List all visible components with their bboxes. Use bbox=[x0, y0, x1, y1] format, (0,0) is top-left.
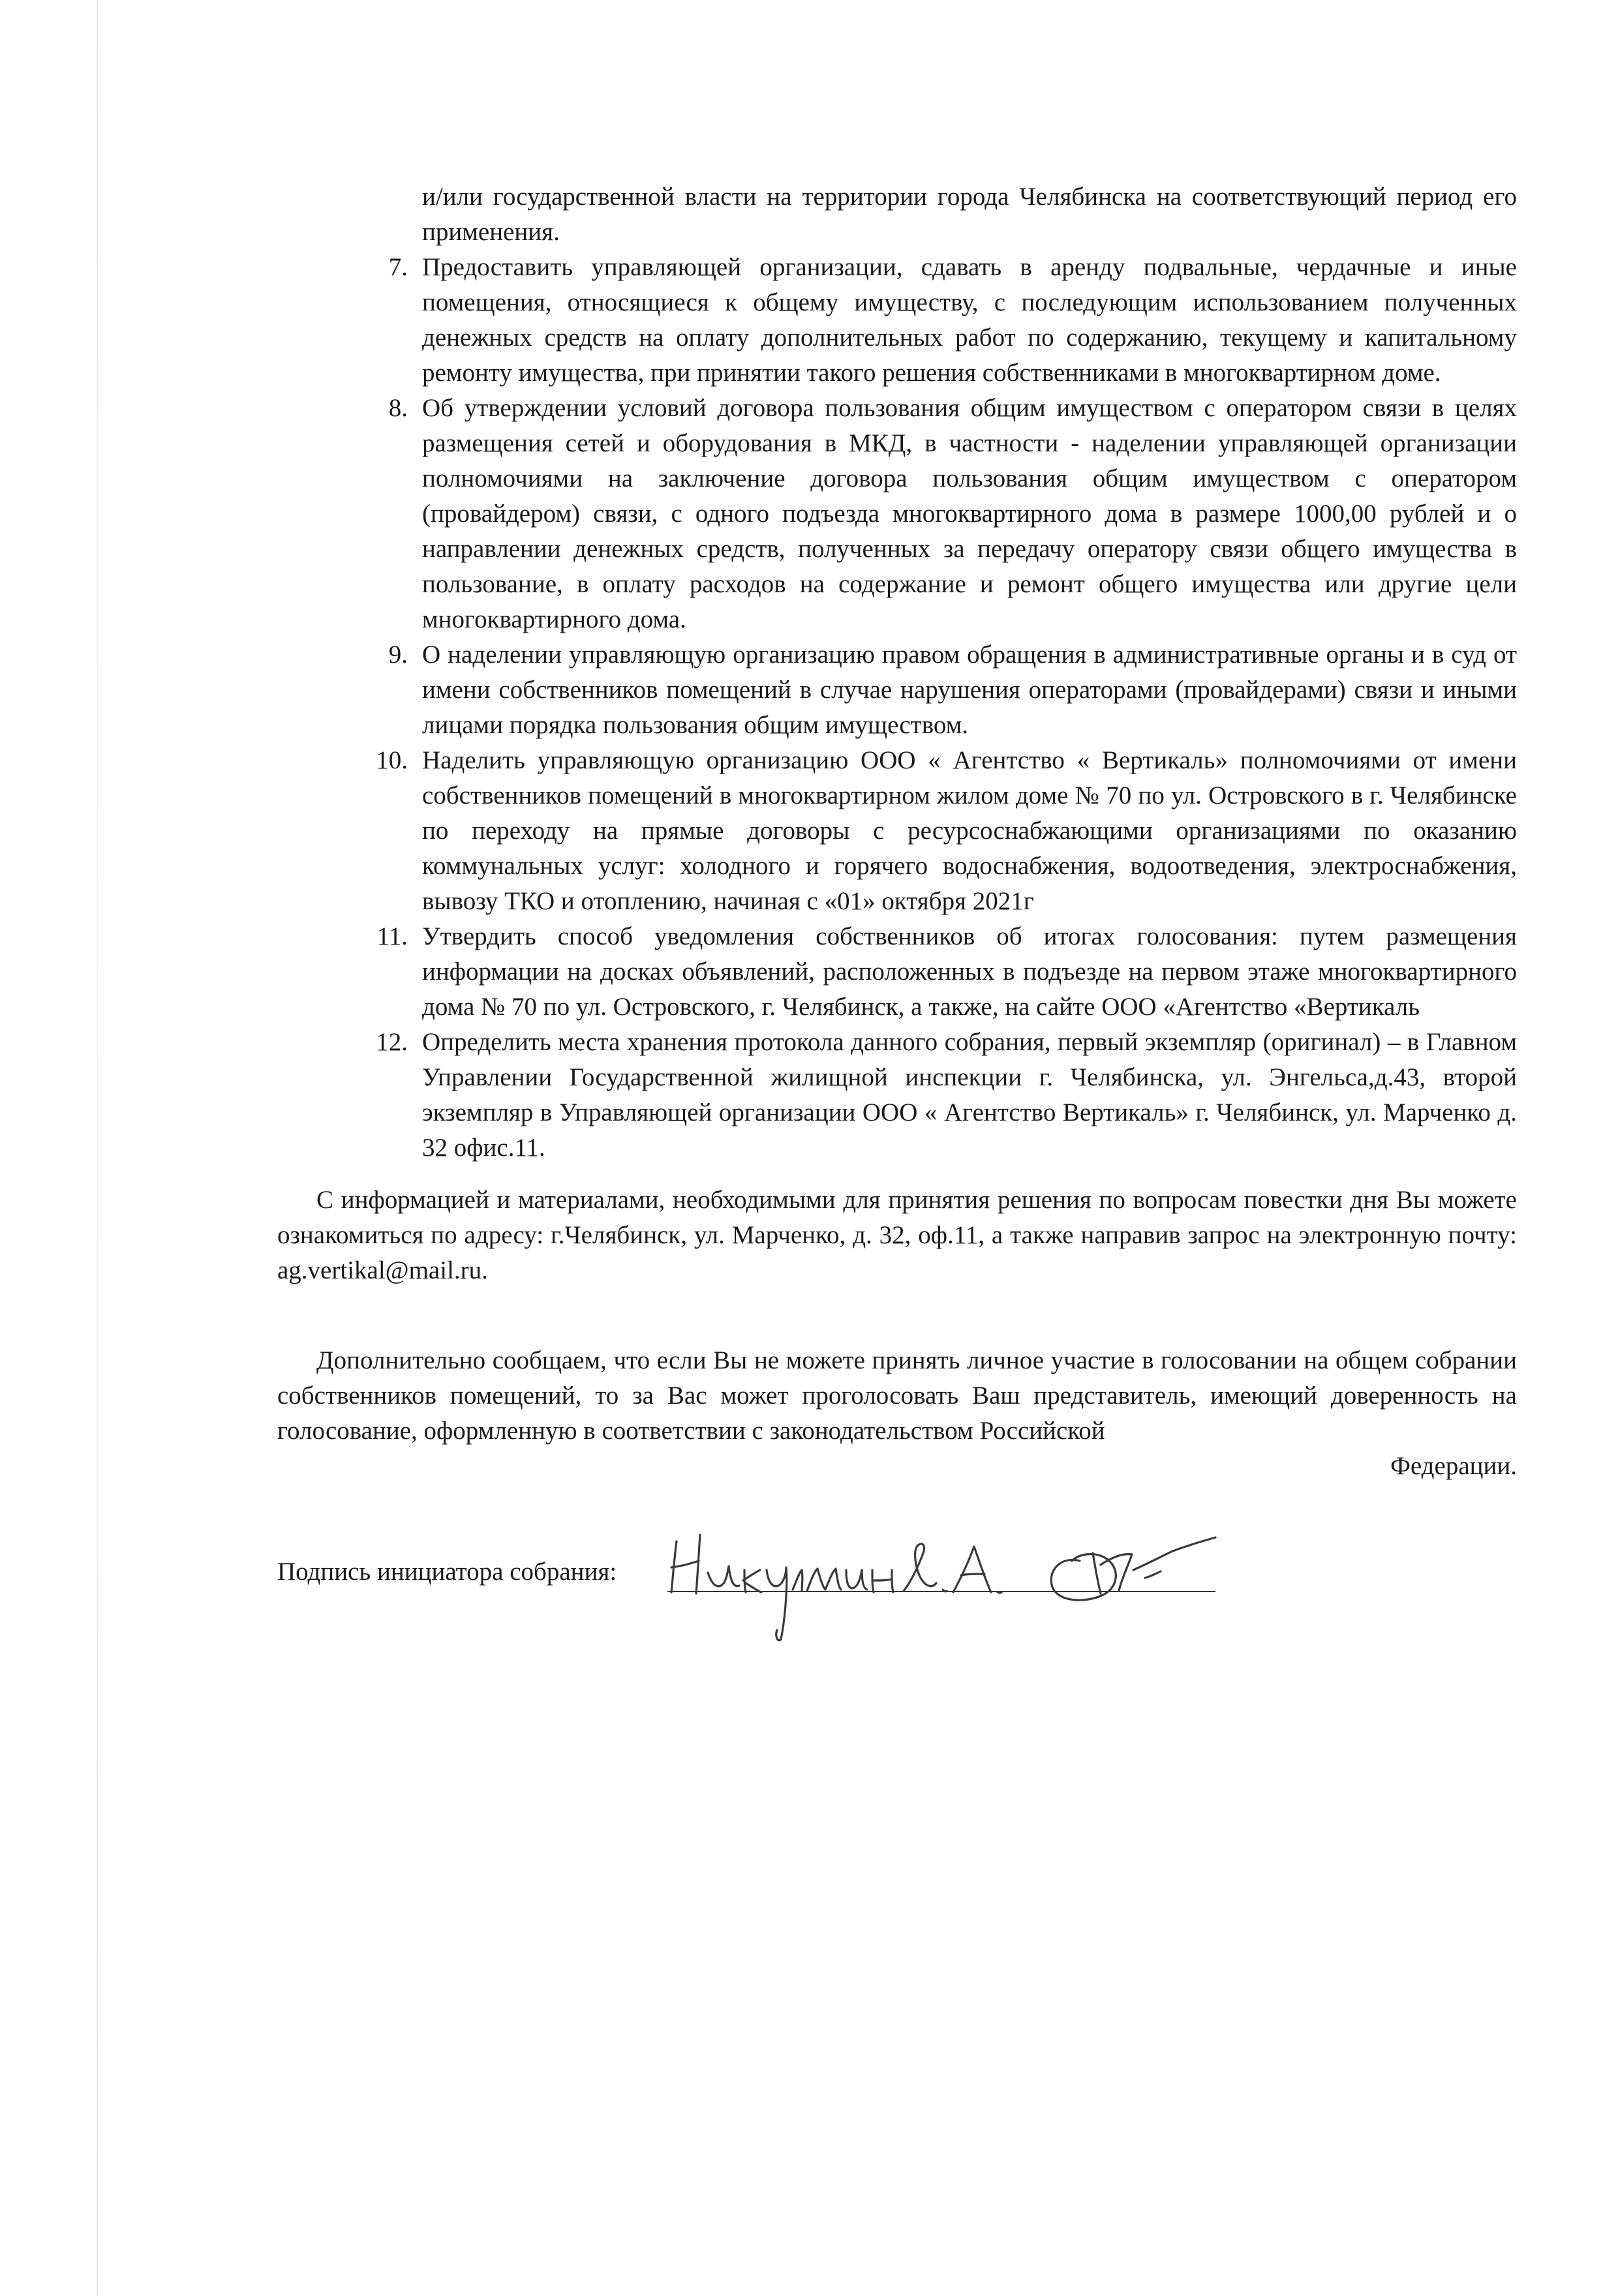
list-item-text: Утвердить способ уведомления собственников об итогах голосования: путем размещения информации на досках объявлений, расположенных в подъезде на первом этаже многоквартирного дома № 70 по ул. Островского, г. Челябинск, а также, на сайте ООО «Агентство «Вертикаль bbox=[422, 922, 1517, 1021]
intro-continuation: и/или государственной власти на территории города Челябинска на соответствующий период его применения. bbox=[422, 183, 1517, 246]
signature-row bbox=[277, 1530, 1517, 1608]
list-item-text: Об утверждении условий договора пользования общим имуществом с оператором связи в целях размещения сетей и оборудования в МКД, в частности - наделении управляющей организации полномочиями на заключение договора пользования общим имуществом с оператором (провайдером) связи, с одного подъезда многоквартирного дома в размере 1000,00 рублей и о направлении денежных средств, полученных за передачу оператору связи общего имущества в пользование, в оплату расходов на содержание и ремонт общего имущества или другие цели многоквартирного дома. bbox=[422, 394, 1517, 633]
list-item-number: 11. bbox=[376, 922, 408, 950]
list-item-text: Наделить управляющую организацию ООО « Агентство « Вертикаль» полномочиями от имени собственников помещений в многоквартирном жилом доме № 70 по ул. Островского в г. Челябинске по переходу на прямые договоры с ресурсоснабжающими организациями по оказанию коммунальных услуг: холодного и горячего водоснабжения, водоотведения, электроснабжения, вывозу ТКО и отоплению, начиная с «01» октября 2021г bbox=[422, 746, 1517, 915]
list-item-text: Определить места хранения протокола данного собрания, первый экземпляр (оригинал) – в Главном Управлении Государственной жилищной инспекции г. Челябинска, ул. Энгельса,д.43, второй экземпляр в Управляющей организации ООО « Агентство Вертикаль» г. Челябинск, ул. Марченко д. 32 офис.11. bbox=[422, 1028, 1517, 1162]
list-item-number: 9. bbox=[388, 641, 408, 669]
info-paragraph: С информацией и материалами, необходимыми для принятия решения по вопросам повестки дня Вы можете ознакомиться по адресу: г.Челябинск, ул. Марченко, д. 32, оф.11, а также направив запрос на электронную почту: ag.vertikal@mail.ru. bbox=[277, 1186, 1517, 1284]
list-item-7 bbox=[277, 250, 1517, 391]
list-item-number: 7. bbox=[388, 253, 408, 281]
list-item-11 bbox=[277, 919, 1517, 1025]
handwritten-signature bbox=[662, 1515, 1236, 1646]
list-item-number: 12. bbox=[376, 1028, 408, 1056]
signature-label: Подпись инициатора собрания: bbox=[277, 1558, 617, 1586]
list-item-12 bbox=[277, 1025, 1517, 1166]
proxy-paragraph: Дополнительно сообщаем, что если Вы не можете принять личное участие в голосовании на общем собрании собственников помещений, то за Вас может проголосовать Ваш представитель, имеющий доверенность на голосование, оформленную в соответствии с законодательством Российской bbox=[277, 1346, 1517, 1445]
list-item-text: Предоставить управляющей организации, сдавать в аренду подвальные, чердачные и иные помещения, относящиеся к общему имуществу, с последующим использованием полученных денежных средств на оплату дополнительных работ по содержанию, текущему и капитальному ремонту имущества, при принятии такого решения собственниками в многоквартирном доме. bbox=[422, 253, 1517, 387]
scan-edge-line bbox=[97, 0, 98, 2296]
list-item-number: 8. bbox=[388, 394, 408, 422]
proxy-paragraph-tail: Федерации. bbox=[1390, 1452, 1517, 1480]
document-page bbox=[277, 179, 1517, 1608]
list-item-9 bbox=[277, 637, 1517, 743]
list-item-8 bbox=[277, 391, 1517, 637]
list-item-number: 10. bbox=[376, 746, 408, 774]
list-item-text: О наделении управляющую организацию правом обращения в административные органы и в суд от имени собственников помещений в случае нарушения операторами (провайдерами) связи и иными лицами порядка пользования общим имуществом. bbox=[422, 641, 1517, 739]
list-item-10 bbox=[277, 743, 1517, 919]
